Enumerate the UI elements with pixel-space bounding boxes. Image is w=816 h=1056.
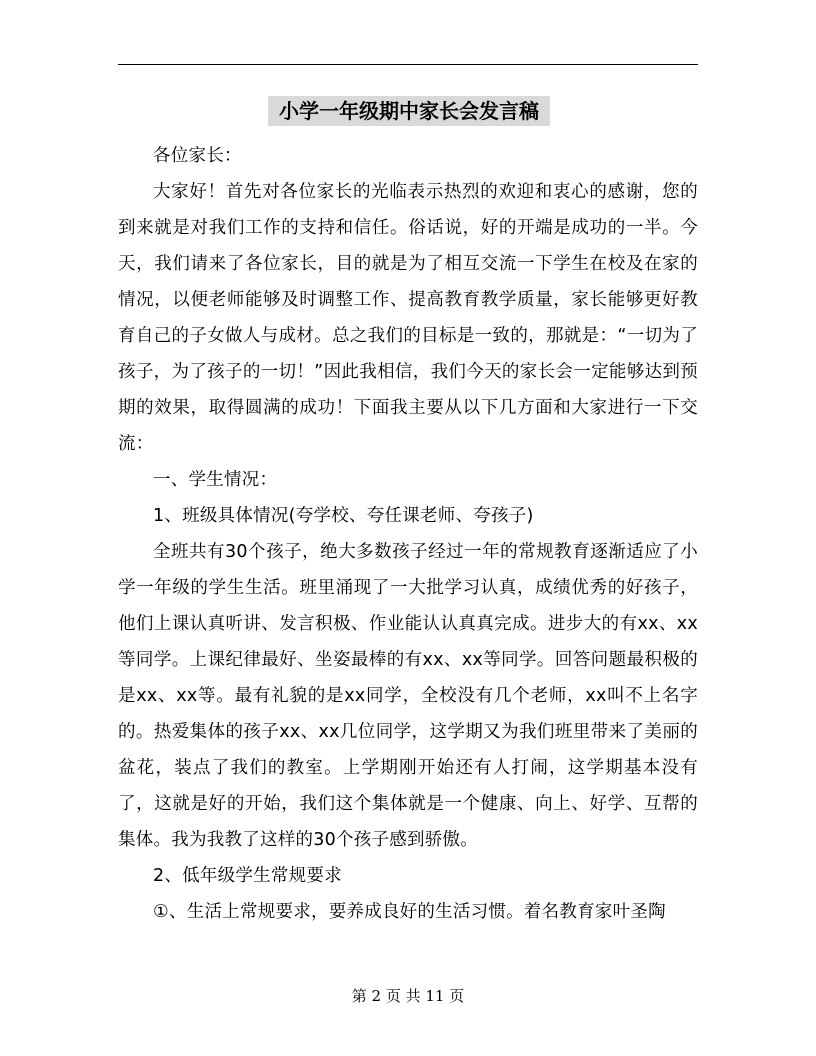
page-footer: 第 2 页 共 11 页 xyxy=(351,987,465,1005)
header-rule xyxy=(118,64,698,65)
subsection-heading-1: 1、班级具体情况(夸学校、夸任课老师、夸孩子) xyxy=(153,506,534,526)
section-heading: 一、学生情况： xyxy=(153,470,278,490)
subsection-heading-2: 2、低年级学生常规要求 xyxy=(153,866,342,886)
class-situation-paragraph: 全班共有30个孩子，绝大多数孩子经过一年的常规教育逐渐适应了小学一年级的学生生活。班里涌现了一大批学习认真，成绩优秀的好孩子，他们上课认真听讲、发言积极、作业能认认真真完成。进步大的有xx、xx等同学。上课纪律最好、坐姿最棒的有xx、xx等同学。回答问题最积极的是xx、xx等。最有礼貌的是xx同学，全校没有几个老师，xx叫不上名字的。热爱集体的孩子xx、xx几位同学，这学期又为我们班里带来了美丽的盆花，装点了我们的教室。上学期刚开始还有人打闹，这学期基本没有了，这就是好的开始，我们这个集体就是一个健康、向上、好学、互帮的集体。我为我教了这样的30个孩子感到骄傲。 xyxy=(118,542,698,850)
salutation-paragraph: 各位家长： xyxy=(153,146,242,166)
document-title: 小学一年级期中家长会发言稿 xyxy=(268,96,550,126)
greeting-paragraph: 大家好！首先对各位家长的光临表示热烈的欢迎和衷心的感谢，您的到来就是对我们工作的支持和信任。俗话说，好的开端是成功的一半。今天，我们请来了各位家长，目的就是为了相互交流一下学生在校及在家的情况，以便老师能够及时调整工作、提高教育教学质量，家长能够更好教育自己的子女做人与成材。总之我们的目标是一致的，那就是：“一切为了孩子，为了孩子的一切！”因此我相信，我们今天的家长会一定能够达到预期的效果，取得圆满的成功！下面我主要从以下几方面和大家进行一下交流： xyxy=(118,182,698,454)
routine-requirement-paragraph: ①、生活上常规要求，要养成良好的生活习惯。着名教育家叶圣陶 xyxy=(153,902,666,922)
